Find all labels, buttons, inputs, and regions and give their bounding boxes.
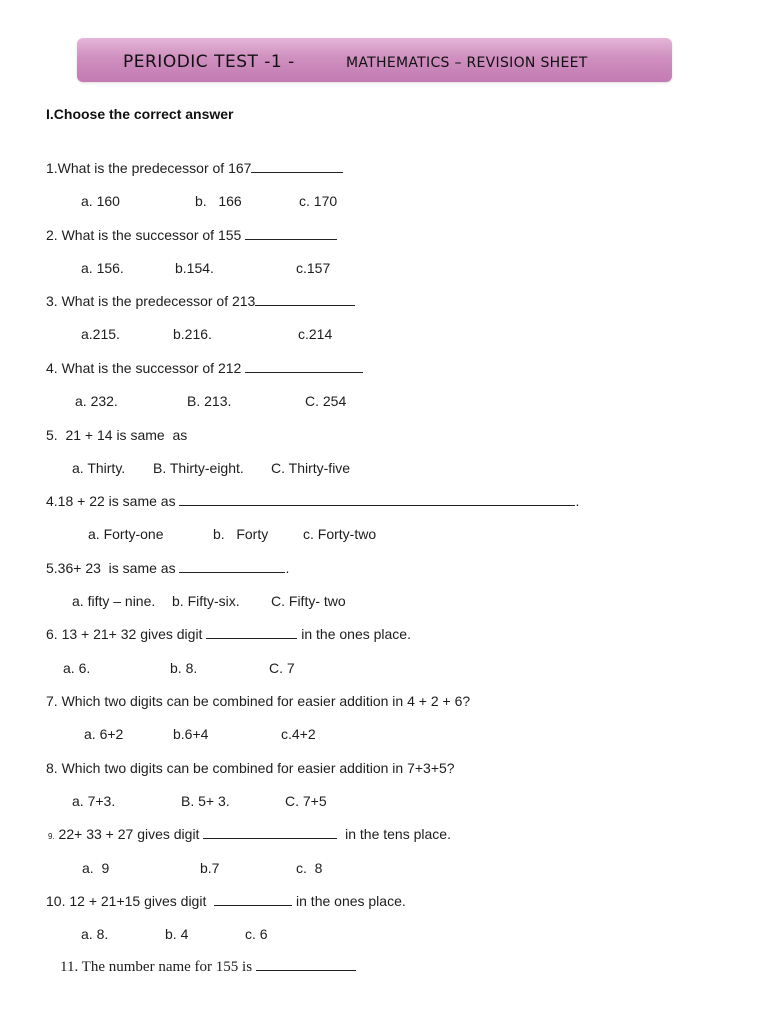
- answer-blank: [179, 560, 285, 573]
- question-7: 5.36+ 23 is same as .: [46, 560, 290, 576]
- option-a: a. 8.: [81, 926, 109, 942]
- question-1: 1.What is the predecessor of 167: [46, 160, 343, 176]
- option-b: b.6+4: [173, 726, 209, 742]
- option-c: c. 170: [299, 193, 338, 209]
- question-number: 9.: [48, 832, 55, 841]
- option-a: a. 160: [81, 193, 120, 209]
- title-subject: MATHEMATICS – REVISION SHEET: [346, 55, 588, 71]
- question-9: 7. Which two digits can be combined for easier addition in 4 + 2 + 6?: [46, 693, 471, 709]
- option-c: c. Forty-two: [303, 526, 377, 542]
- option-c: C. 254: [305, 393, 347, 409]
- answer-blank: [179, 493, 575, 506]
- answer-blank: [251, 160, 343, 173]
- option-c: c.4+2: [281, 726, 316, 742]
- option-b: b. 166: [195, 193, 242, 209]
- option-a: a. 9: [82, 860, 110, 876]
- question-8: 6. 13 + 21+ 32 gives digit in the ones place.: [46, 626, 411, 642]
- option-b: B. Thirty-eight.: [153, 460, 244, 476]
- answer-blank: [214, 893, 292, 906]
- question-3: 3. What is the predecessor of 213: [46, 293, 355, 309]
- option-a: a. 156.: [81, 260, 124, 276]
- option-a: a. 6+2: [84, 726, 124, 742]
- option-a: a. 7+3.: [72, 793, 116, 809]
- option-b: b. 8.: [170, 660, 198, 676]
- option-c: c.157: [296, 260, 331, 276]
- option-c: C. Fifty- two: [271, 593, 346, 609]
- answer-blank: [245, 227, 337, 240]
- answer-blank: [245, 360, 363, 373]
- question-11: 9. 22+ 33 + 27 gives digit in the tens place.: [48, 826, 451, 842]
- option-b: B. 5+ 3.: [181, 793, 230, 809]
- answer-blank: [255, 293, 355, 306]
- option-a: a. Thirty.: [72, 460, 126, 476]
- option-c: C. 7+5: [285, 793, 327, 809]
- option-b: b.154.: [175, 260, 214, 276]
- section-heading: I.Choose the correct answer: [46, 106, 234, 122]
- question-12: 10. 12 + 21+15 gives digit in the ones place.: [46, 893, 406, 909]
- answer-blank: [256, 958, 356, 971]
- option-a: a. 6.: [63, 660, 91, 676]
- answer-blank: [206, 626, 297, 639]
- option-b: b.7: [200, 860, 220, 876]
- option-c: c. 6: [245, 926, 268, 942]
- option-a: a. fifty – nine.: [72, 593, 156, 609]
- option-c: C. 7: [269, 660, 295, 676]
- option-b: B. 213.: [187, 393, 232, 409]
- option-a: a.215.: [81, 326, 120, 342]
- title-test-name: PERIODIC TEST -1 -: [123, 52, 295, 72]
- option-c: c. 8: [296, 860, 323, 876]
- question-4: 4. What is the successor of 212: [46, 360, 363, 376]
- option-b: b.216.: [173, 326, 212, 342]
- option-c: c.214: [298, 326, 333, 342]
- question-13: 11. The number name for 155 is: [60, 958, 356, 976]
- question-6: 4.18 + 22 is same as .: [46, 493, 580, 509]
- option-a: a. 232.: [75, 393, 118, 409]
- option-b: b. Fifty-six.: [172, 593, 240, 609]
- option-c: C. Thirty-five: [271, 460, 351, 476]
- option-b: b. Forty: [213, 526, 269, 542]
- question-10: 8. Which two digits can be combined for easier addition in 7+3+5?: [46, 760, 455, 776]
- question-2: 2. What is the successor of 155: [46, 227, 337, 243]
- answer-blank: [203, 826, 337, 839]
- question-5: 5. 21 + 14 is same as: [46, 427, 188, 443]
- option-a: a. Forty-one: [88, 526, 164, 542]
- option-b: b. 4: [165, 926, 189, 942]
